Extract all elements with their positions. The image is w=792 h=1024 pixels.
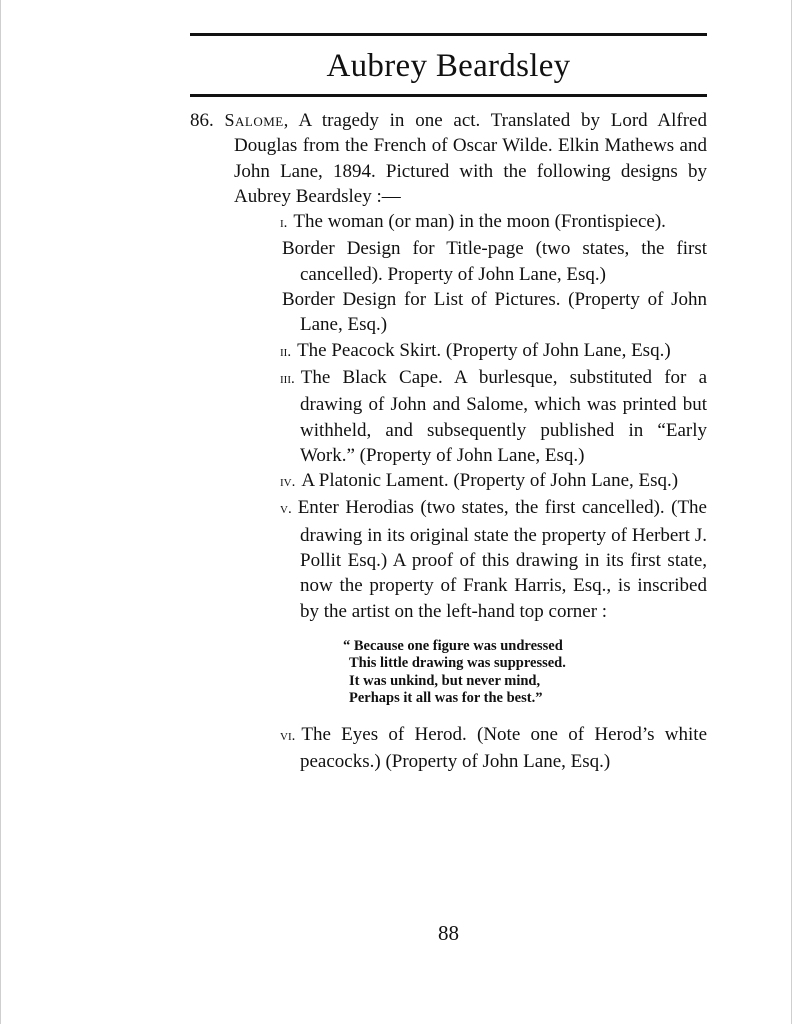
catalogue-entry [190,108,707,775]
item-numeral: v. [280,501,292,518]
poem-line: This little drawing was suppressed. [349,655,566,672]
item-text: The Peacock Skirt. (Property of John Lane, Esq.) [297,339,671,361]
item-text: Enter Herodias (two states, the first cancelled). (The drawing in its original state the property of Herbert J. Pollit Esq.) A proof of this drawing in its first state, now the property of Frank Harris, Esq., is inscribed by the artist on the left-hand top corner : [297,497,707,622]
item-text: The woman (or man) in the moon (Frontispiece). [293,211,666,233]
item-numeral: i. [280,215,288,232]
entry-number: 86. [190,110,214,131]
item-numeral: ii. [280,343,292,360]
inscription-poem [343,638,707,708]
running-header: Aubrey Beardsley [326,48,571,84]
list-item [190,209,707,236]
item-text: The Eyes of Herod. (Note one of Herod’s white peacocks.) (Property of John Lane, Esq.) [300,723,707,773]
list-item [190,365,707,468]
poem-line: It was unkind, but never mind, [349,672,541,689]
entry-description: A tragedy in one act. Translated by Lord Alfred Douglas from the French of Oscar Wilde. Elkin Mathews and John Lane, 1894. Pictured with the following designs by Aubrey Beardsley :— [234,110,707,207]
item-text: The Black Cape. A burlesque, substituted for a drawing of John and Salome, which was printed but withheld, and subsequently published in “Early Work.” (Property of John Lane, Esq.) [300,366,707,466]
page-number: 88 [438,921,459,945]
header-rule-top [190,33,707,36]
item-numeral: iii. [280,370,295,387]
item-numeral: vi. [280,727,296,744]
item-numeral: iv. [280,474,296,491]
list-item [190,236,707,287]
item-text: A Platonic Lament. (Property of John Lane, Esq.) [301,470,679,492]
poem-line: “ Because one figure was undressed [343,637,563,654]
list-item [190,468,707,495]
entry-heading [190,108,707,209]
header-rule-bottom [190,94,707,97]
list-item [190,287,707,338]
poem-line: Perhaps it all was for the best.” [349,690,543,707]
list-item [190,338,707,365]
entry-title: Salome, [224,110,289,130]
list-item [190,722,707,775]
item-text: Border Design for List of Pictures. (Property of John Lane, Esq.) [282,289,707,336]
list-item [190,495,707,623]
item-text: Border Design for Title-page (two states, the first cancelled). Property of John Lane, Esq.) [282,238,707,285]
